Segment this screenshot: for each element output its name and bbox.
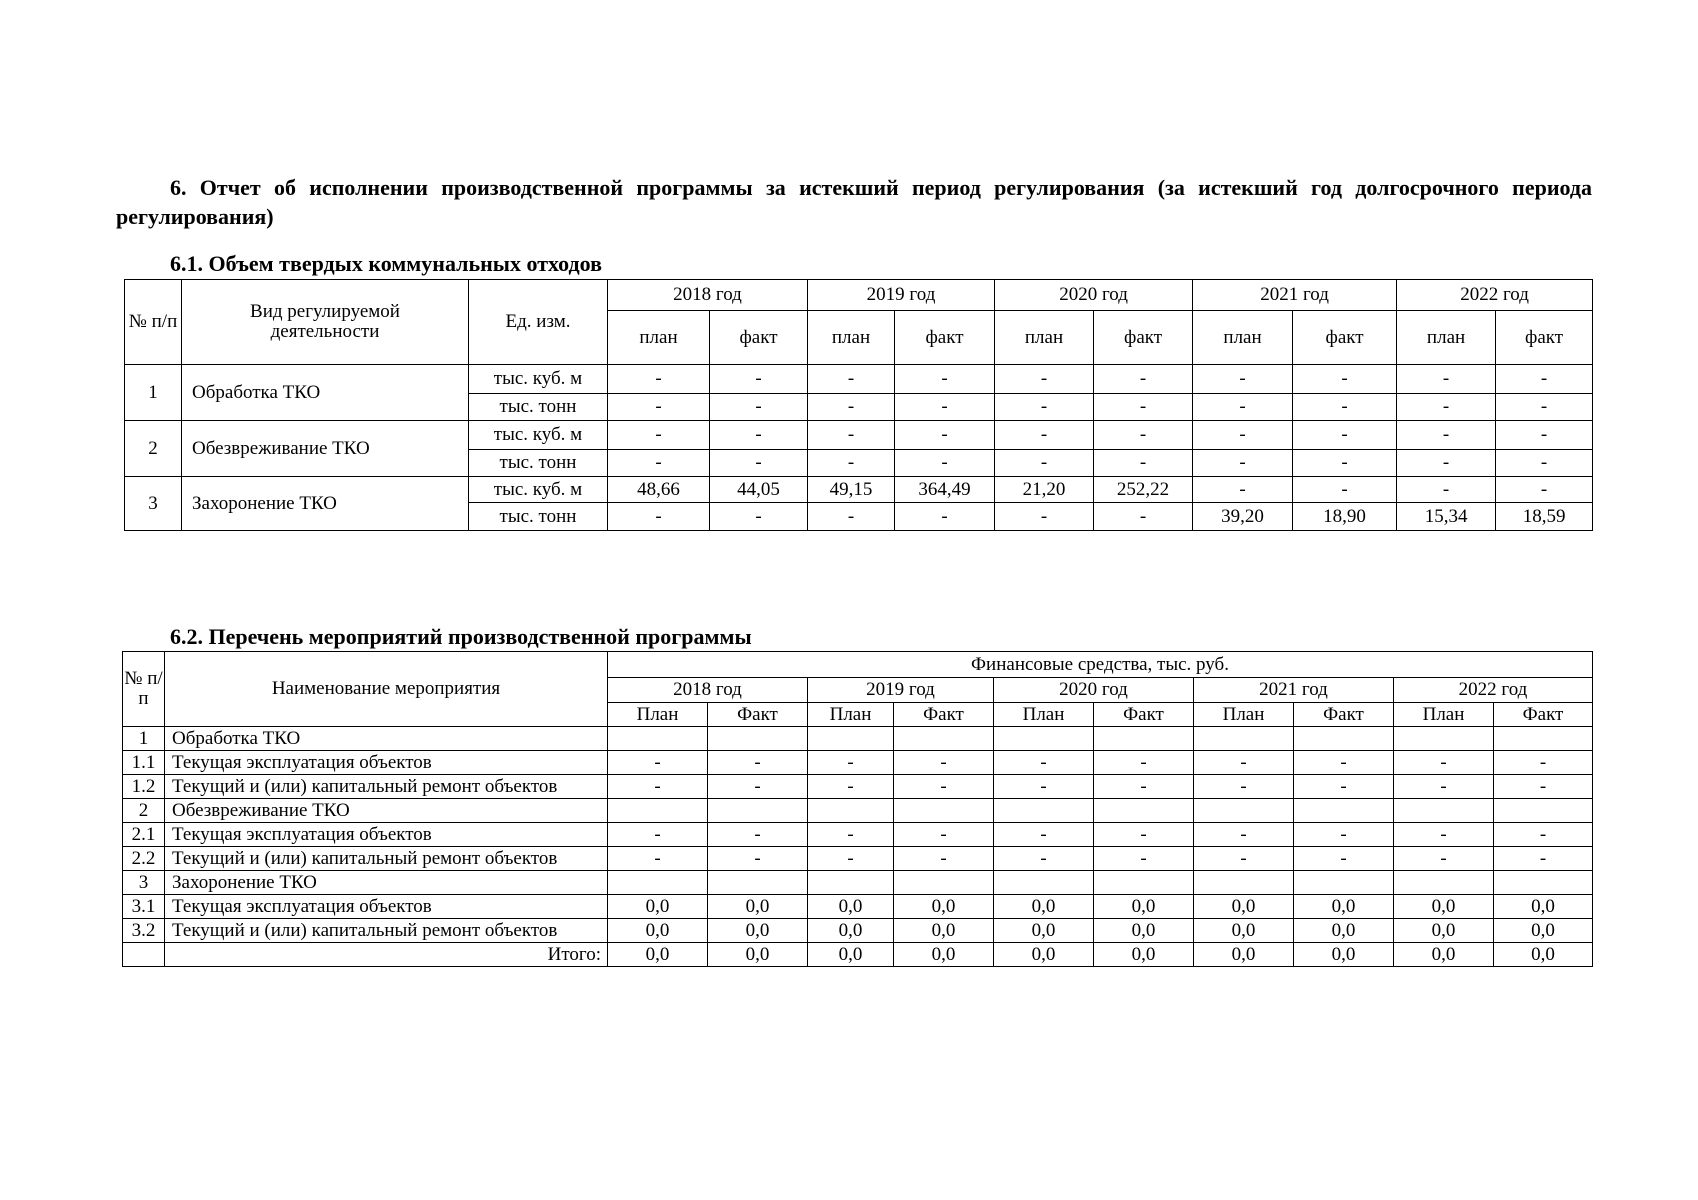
row-value: - — [1394, 823, 1494, 847]
row-value: 0,0 — [1494, 895, 1593, 919]
row-value: - — [895, 421, 995, 450]
row-activity: Обработка ТКО — [182, 365, 469, 421]
row-value: - — [608, 775, 708, 799]
header-measure-name: Наименование мероприятия — [165, 652, 608, 727]
row-value: - — [808, 775, 894, 799]
header-unit: Ед. изм. — [469, 280, 608, 365]
row-value: 0,0 — [1094, 919, 1194, 943]
row-value: 18,90 — [1293, 503, 1397, 531]
row-value: - — [1194, 823, 1294, 847]
header-plan: план — [1397, 311, 1496, 365]
row-value — [1494, 871, 1593, 895]
row-value: - — [1496, 365, 1593, 394]
row-value: - — [895, 450, 995, 477]
measures-table — [122, 651, 1593, 967]
row-value: - — [710, 365, 808, 394]
row-value — [608, 727, 708, 751]
row-value: - — [1294, 751, 1394, 775]
row-value — [708, 799, 808, 823]
row-value: 0,0 — [1294, 895, 1394, 919]
row-value — [894, 799, 994, 823]
table-row — [125, 477, 1593, 503]
row-value: 0,0 — [1494, 919, 1593, 943]
header-activity: Вид регулируемой деятельности — [182, 280, 469, 365]
row-value: - — [1494, 775, 1593, 799]
row-measure-name: Текущий и (или) капитальный ремонт объектов — [165, 919, 608, 943]
total-value: 0,0 — [1394, 943, 1494, 967]
row-value: - — [710, 394, 808, 421]
row-value — [1394, 727, 1494, 751]
header-plan: план — [995, 311, 1094, 365]
row-value: - — [1293, 394, 1397, 421]
row-value: - — [994, 847, 1094, 871]
header-plan: План — [808, 703, 894, 727]
row-value: - — [1193, 394, 1293, 421]
row-value: 0,0 — [1194, 919, 1294, 943]
row-value: 39,20 — [1193, 503, 1293, 531]
row-value: - — [1397, 477, 1496, 503]
row-value: - — [608, 365, 710, 394]
row-value: - — [708, 751, 808, 775]
row-value: - — [1394, 847, 1494, 871]
row-value: - — [1397, 365, 1496, 394]
row-value: 49,15 — [808, 477, 895, 503]
row-value: - — [708, 847, 808, 871]
row-value — [994, 871, 1094, 895]
row-value: - — [608, 847, 708, 871]
row-measure-name: Текущая эксплуатация объектов — [165, 895, 608, 919]
row-measure-name: Текущий и (или) капитальный ремонт объектов — [165, 775, 608, 799]
row-value: - — [1294, 823, 1394, 847]
row-value — [1194, 727, 1294, 751]
row-value: - — [1293, 477, 1397, 503]
row-value: - — [1294, 847, 1394, 871]
row-value: - — [1494, 751, 1593, 775]
row-value — [708, 727, 808, 751]
header-year: 2021 год — [1194, 678, 1394, 703]
row-value: - — [1094, 775, 1194, 799]
row-value: - — [1294, 775, 1394, 799]
row-value — [1294, 727, 1394, 751]
row-value — [608, 871, 708, 895]
row-value — [1294, 799, 1394, 823]
row-value: - — [808, 503, 895, 531]
table-row — [123, 895, 1593, 919]
header-year: 2021 год — [1193, 280, 1397, 311]
table-row — [123, 847, 1593, 871]
row-value: - — [894, 751, 994, 775]
row-value: - — [808, 823, 894, 847]
row-value: 0,0 — [1194, 895, 1294, 919]
row-value: 0,0 — [1394, 919, 1494, 943]
row-value: - — [808, 751, 894, 775]
header-year: 2018 год — [608, 280, 808, 311]
total-value: 0,0 — [808, 943, 894, 967]
row-value: - — [1494, 847, 1593, 871]
row-num: 1 — [123, 727, 165, 751]
row-value — [808, 871, 894, 895]
row-value: - — [608, 751, 708, 775]
row-value: - — [995, 450, 1094, 477]
row-value: 0,0 — [994, 919, 1094, 943]
row-value: - — [1193, 365, 1293, 394]
row-value: - — [994, 823, 1094, 847]
table-row — [123, 751, 1593, 775]
row-value — [1494, 799, 1593, 823]
row-value: - — [994, 751, 1094, 775]
row-value: - — [808, 394, 895, 421]
row-value — [808, 799, 894, 823]
row-value: - — [608, 823, 708, 847]
row-value: - — [710, 421, 808, 450]
row-value: - — [1193, 477, 1293, 503]
total-label: Итого: — [165, 943, 608, 967]
row-num: 3.2 — [123, 919, 165, 943]
row-value: - — [608, 450, 710, 477]
table-row — [123, 775, 1593, 799]
row-value: - — [1094, 847, 1194, 871]
row-num: 2.2 — [123, 847, 165, 871]
total-value: 0,0 — [894, 943, 994, 967]
row-value: - — [1293, 421, 1397, 450]
row-value: - — [808, 421, 895, 450]
header-fact: Факт — [1494, 703, 1593, 727]
header-fact: Факт — [1294, 703, 1394, 727]
row-value — [1394, 871, 1494, 895]
row-value: - — [1496, 421, 1593, 450]
row-value: 252,22 — [1094, 477, 1193, 503]
row-value: - — [710, 450, 808, 477]
row-value: - — [708, 775, 808, 799]
row-num: 2 — [125, 421, 182, 477]
row-value: - — [808, 365, 895, 394]
row-value: - — [995, 394, 1094, 421]
row-value — [894, 727, 994, 751]
row-value — [994, 799, 1094, 823]
row-value: 18,59 — [1496, 503, 1593, 531]
row-measure-name: Захоронение ТКО — [165, 871, 608, 895]
header-year: 2022 год — [1397, 280, 1593, 311]
row-num: 3.1 — [123, 895, 165, 919]
row-value: - — [710, 503, 808, 531]
row-value — [708, 871, 808, 895]
row-num: 2 — [123, 799, 165, 823]
table-row — [123, 799, 1593, 823]
row-value: 0,0 — [808, 895, 894, 919]
total-value: 0,0 — [1094, 943, 1194, 967]
table-row — [125, 421, 1593, 450]
row-unit: тыс. тонн — [469, 503, 608, 531]
waste-volume-table — [124, 279, 1593, 531]
row-value: - — [708, 823, 808, 847]
header-num: № п/п — [125, 280, 182, 365]
row-value: 0,0 — [808, 919, 894, 943]
header-fact: Факт — [894, 703, 994, 727]
row-value: 48,66 — [608, 477, 710, 503]
row-measure-name: Текущая эксплуатация объектов — [165, 823, 608, 847]
row-value — [994, 727, 1094, 751]
header-year: 2019 год — [808, 678, 994, 703]
row-value: - — [895, 365, 995, 394]
row-value: - — [1494, 823, 1593, 847]
header-plan: план — [608, 311, 710, 365]
row-value — [808, 727, 894, 751]
total-num-empty — [123, 943, 165, 967]
row-value — [1094, 727, 1194, 751]
row-value: - — [608, 421, 710, 450]
header-plan: план — [1193, 311, 1293, 365]
row-value: - — [1193, 450, 1293, 477]
row-value — [1294, 871, 1394, 895]
row-value: - — [995, 421, 1094, 450]
row-unit: тыс. куб. м — [469, 477, 608, 503]
row-value — [1194, 799, 1294, 823]
header-fact: факт — [895, 311, 995, 365]
row-value: - — [1397, 450, 1496, 477]
header-plan: План — [1394, 703, 1494, 727]
row-value: 0,0 — [1094, 895, 1194, 919]
header-plan: План — [994, 703, 1094, 727]
row-measure-name: Текущий и (или) капитальный ремонт объектов — [165, 847, 608, 871]
row-value — [1194, 871, 1294, 895]
row-num: 3 — [123, 871, 165, 895]
row-num: 1.2 — [123, 775, 165, 799]
row-value: 0,0 — [1294, 919, 1394, 943]
row-value — [1394, 799, 1494, 823]
header-plan: План — [608, 703, 708, 727]
row-value: 0,0 — [894, 895, 994, 919]
header-year: 2019 год — [808, 280, 995, 311]
row-value: - — [1094, 421, 1193, 450]
report-heading: 6. Отчет об исполнении производственной программы за истекший период регулирования (за истекший год долгосрочного периода регулирования) — [116, 175, 1592, 229]
row-value: - — [1193, 421, 1293, 450]
row-unit: тыс. куб. м — [469, 365, 608, 394]
row-value: - — [1397, 394, 1496, 421]
table-row — [123, 919, 1593, 943]
row-value: 0,0 — [608, 895, 708, 919]
row-value: - — [894, 847, 994, 871]
total-value: 0,0 — [608, 943, 708, 967]
row-unit: тыс. тонн — [469, 450, 608, 477]
row-value: - — [1496, 450, 1593, 477]
row-value: - — [1397, 421, 1496, 450]
row-value: - — [608, 503, 710, 531]
row-value: - — [1394, 775, 1494, 799]
header-fact: факт — [1293, 311, 1397, 365]
row-activity: Обезвреживание ТКО — [182, 421, 469, 477]
row-value: - — [1094, 394, 1193, 421]
row-value: 0,0 — [1394, 895, 1494, 919]
row-value: 21,20 — [995, 477, 1094, 503]
table-row — [125, 365, 1593, 394]
total-value: 0,0 — [1194, 943, 1294, 967]
row-num: 3 — [125, 477, 182, 531]
row-value: - — [1293, 365, 1397, 394]
table-row — [123, 871, 1593, 895]
row-value: - — [1496, 477, 1593, 503]
row-num: 1.1 — [123, 751, 165, 775]
row-unit: тыс. куб. м — [469, 421, 608, 450]
row-value: - — [808, 847, 894, 871]
total-value: 0,0 — [708, 943, 808, 967]
row-num: 2.1 — [123, 823, 165, 847]
header-finance: Финансовые средства, тыс. руб. — [608, 652, 1593, 678]
row-value — [608, 799, 708, 823]
header-fact: факт — [1496, 311, 1593, 365]
row-value — [1494, 727, 1593, 751]
row-num: 1 — [125, 365, 182, 421]
row-value: - — [1094, 450, 1193, 477]
header-fact: факт — [1094, 311, 1193, 365]
row-value: 44,05 — [710, 477, 808, 503]
row-value: - — [1496, 394, 1593, 421]
row-value: - — [808, 450, 895, 477]
row-value — [1094, 871, 1194, 895]
row-value: 0,0 — [708, 895, 808, 919]
header-fact: факт — [710, 311, 808, 365]
row-value: - — [608, 394, 710, 421]
row-measure-name: Текущая эксплуатация объектов — [165, 751, 608, 775]
row-value: 0,0 — [708, 919, 808, 943]
row-value: - — [1094, 823, 1194, 847]
row-value: 0,0 — [894, 919, 994, 943]
header-year: 2018 год — [608, 678, 808, 703]
row-value: - — [1394, 751, 1494, 775]
total-value: 0,0 — [1294, 943, 1394, 967]
header-num: № п/п — [123, 652, 165, 727]
row-value: - — [894, 823, 994, 847]
row-value: - — [895, 503, 995, 531]
header-fact: Факт — [708, 703, 808, 727]
header-year: 2022 год — [1394, 678, 1593, 703]
row-value: 0,0 — [608, 919, 708, 943]
row-value: - — [995, 503, 1094, 531]
header-year: 2020 год — [994, 678, 1194, 703]
header-plan: план — [808, 311, 895, 365]
row-activity: Захоронение ТКО — [182, 477, 469, 531]
row-value: - — [894, 775, 994, 799]
row-value — [894, 871, 994, 895]
table-row — [123, 727, 1593, 751]
row-value: - — [1094, 365, 1193, 394]
row-value: 0,0 — [994, 895, 1094, 919]
header-plan: План — [1194, 703, 1294, 727]
row-measure-name: Обработка ТКО — [165, 727, 608, 751]
header-year: 2020 год — [995, 280, 1193, 311]
row-value: 15,34 — [1397, 503, 1496, 531]
row-value: - — [1194, 847, 1294, 871]
row-value: - — [1293, 450, 1397, 477]
row-value: 364,49 — [895, 477, 995, 503]
row-value: - — [1194, 751, 1294, 775]
row-value: - — [1094, 503, 1193, 531]
total-value: 0,0 — [1494, 943, 1593, 967]
row-value: - — [1194, 775, 1294, 799]
row-value: - — [1094, 751, 1194, 775]
row-value: - — [995, 365, 1094, 394]
total-row — [123, 943, 1593, 967]
row-unit: тыс. тонн — [469, 394, 608, 421]
row-value — [1094, 799, 1194, 823]
row-value: - — [994, 775, 1094, 799]
table-row — [123, 823, 1593, 847]
section-title-waste-volume: 6.1. Объем твердых коммунальных отходов — [170, 251, 602, 276]
row-value: - — [895, 394, 995, 421]
total-value: 0,0 — [994, 943, 1094, 967]
section-title-measures: 6.2. Перечень мероприятий производственной программы — [170, 624, 752, 649]
header-fact: Факт — [1094, 703, 1194, 727]
row-measure-name: Обезвреживание ТКО — [165, 799, 608, 823]
